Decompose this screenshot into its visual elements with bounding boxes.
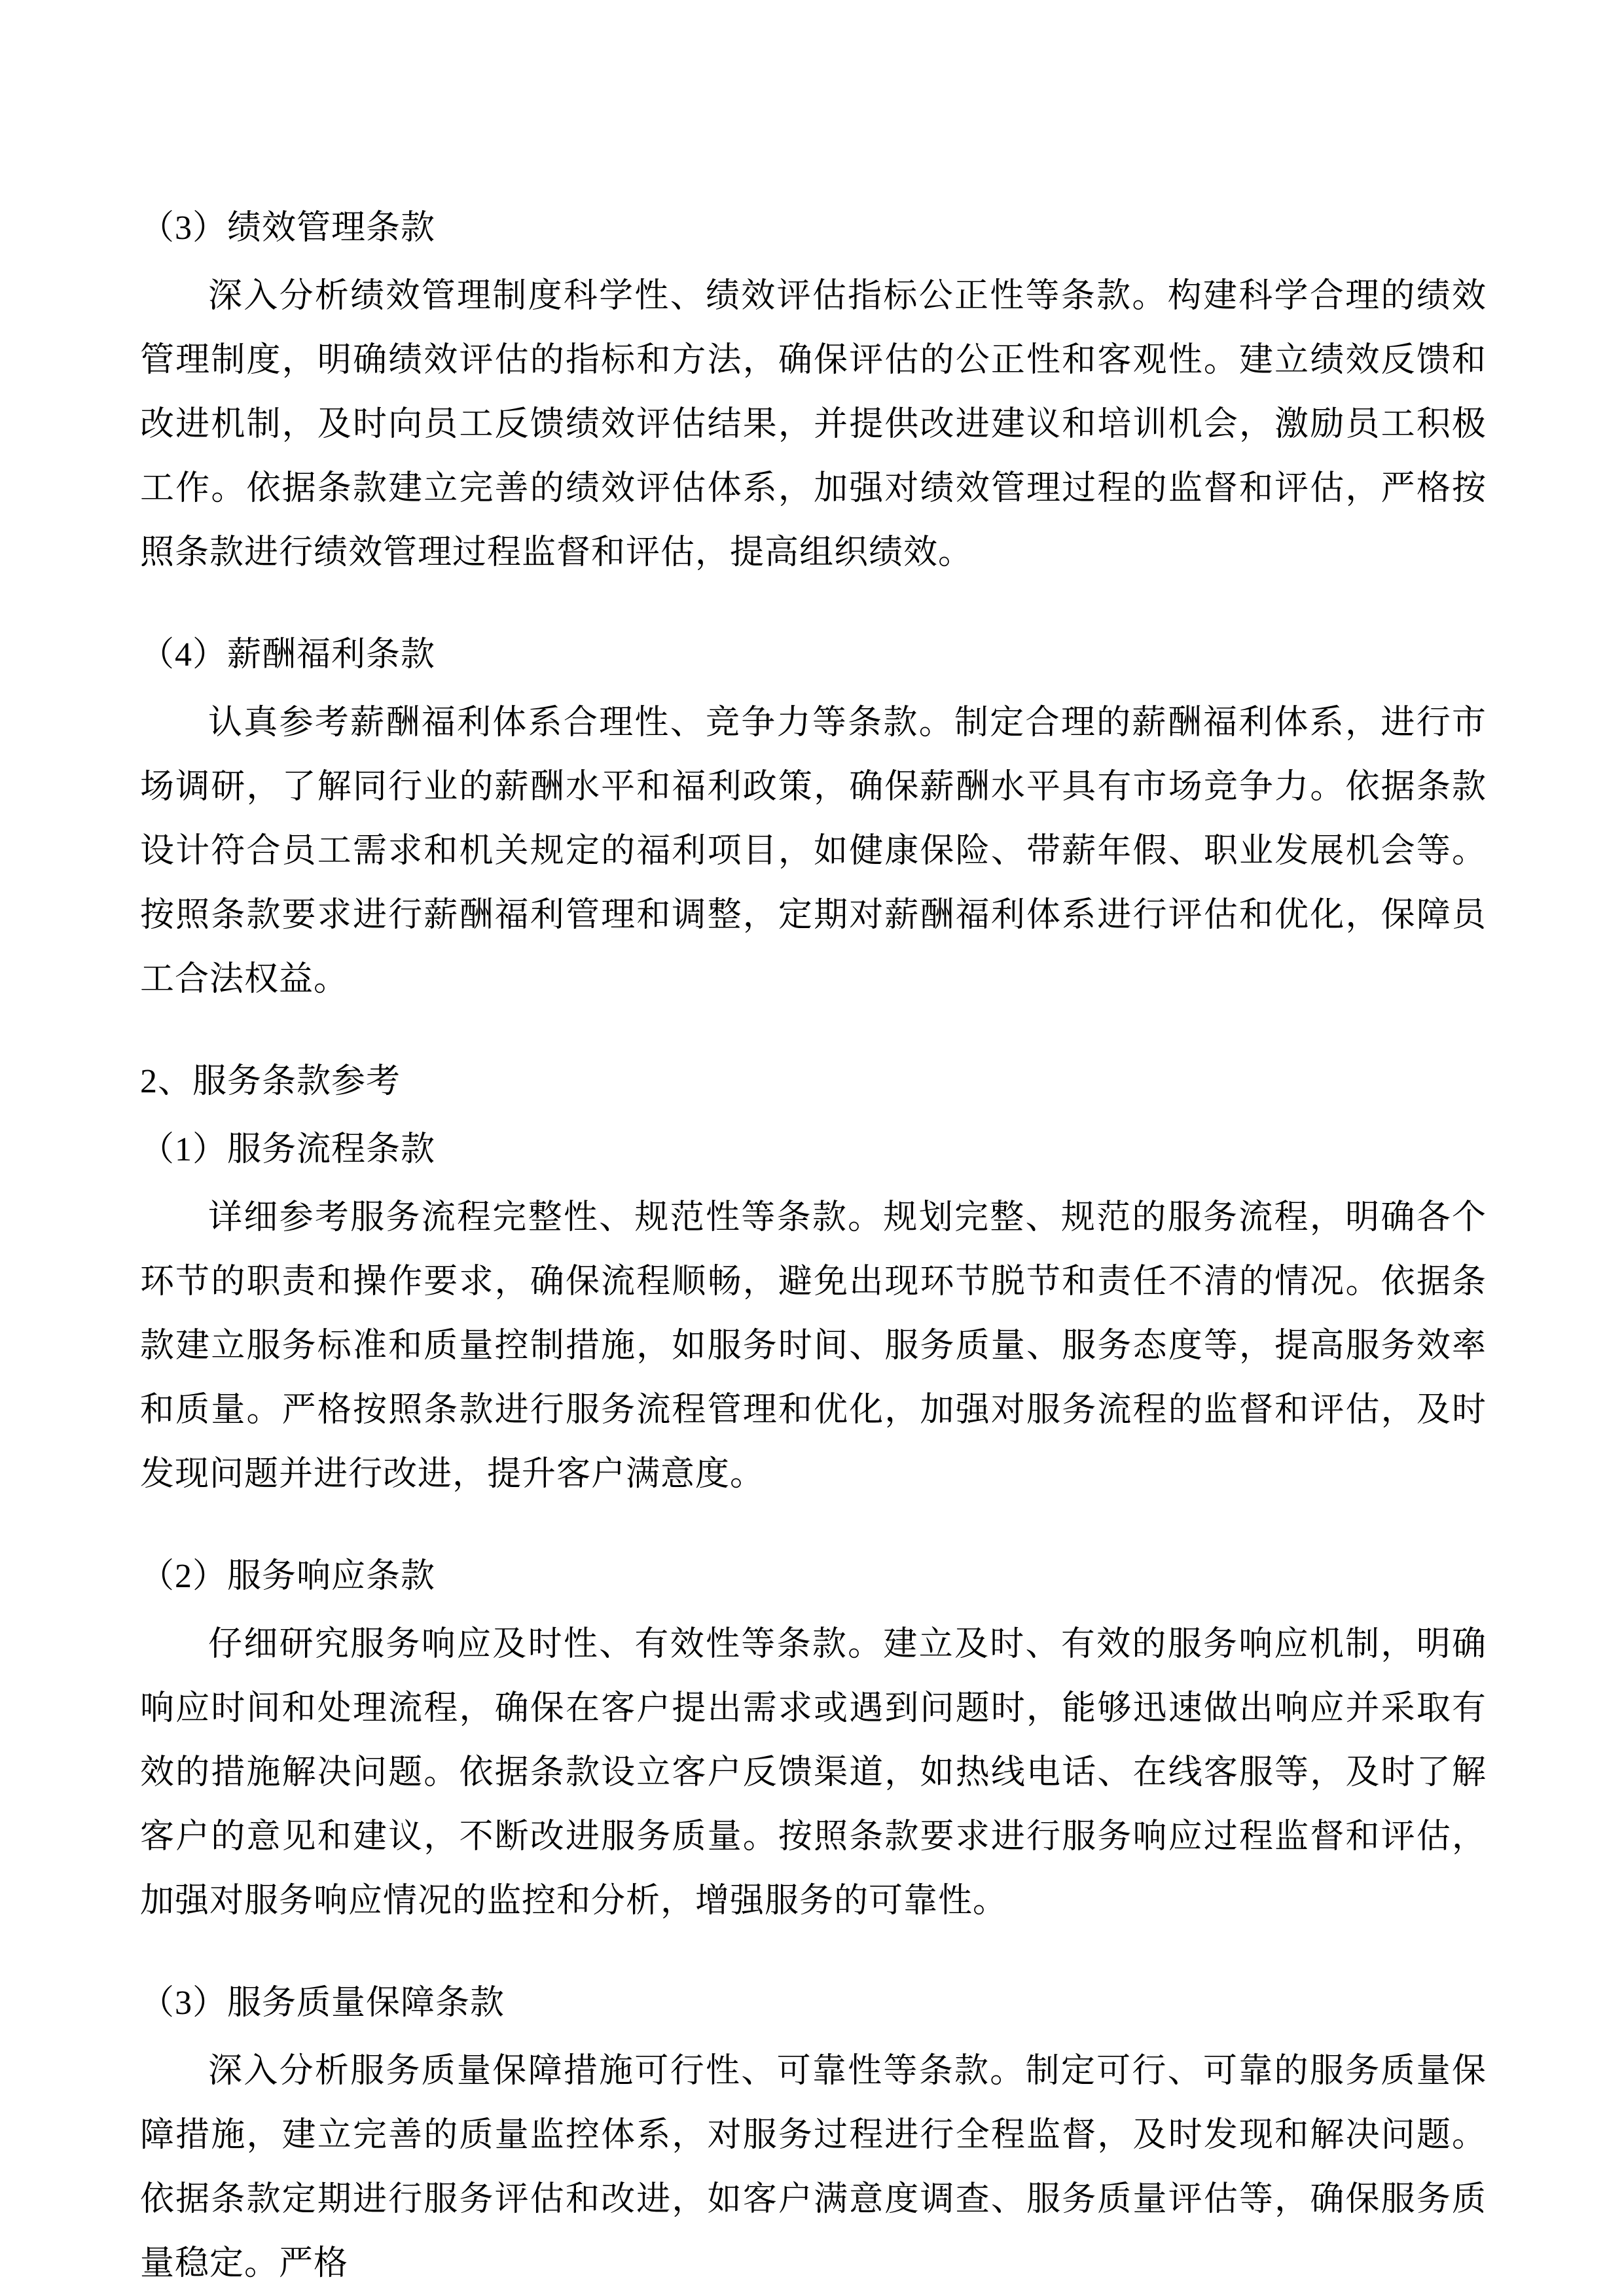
paragraph-service-response: 仔细研究服务响应及时性、有效性等条款。建立及时、有效的服务响应机制，明确响应时间和处理流程，确保在客户提出需求或遇到问题时，能够迅速做出响应并采取有效的措施解决问题。依据条款设立客户反馈渠道，如热线电话、在线客服等，及时了解客户的意见和建议，不断改进服务质量。按照条款要求进行服务响应过程监督和评估，加强对服务响应情况的监控和分析，增强服务的可靠性。 — [140, 1626, 1487, 1920]
heading-service-response-clause: （2）服务响应条款 — [140, 1558, 436, 1595]
heading-service-quality-assurance-clause: （3）服务质量保障条款 — [140, 1984, 505, 2022]
section-title-service-clauses: 2、服务条款参考 — [140, 1063, 401, 1100]
paragraph-service-quality-assurance: 深入分析服务质量保障措施可行性、可靠性等条款。制定可行、可靠的服务质量保障措施，建立完善的质量监控体系，对服务过程进行全程监督，及时发现和解决问题。依据条款定期进行服务评估和改进，如客户满意度调查、服务质量评估等，确保服务质量稳定。严格 — [140, 2053, 1487, 2282]
paragraph-service-process: 详细参考服务流程完整性、规范性等条款。规划完整、规范的服务流程，明确各个环节的职责和操作要求，确保流程顺畅，避免出现环节脱节和责任不清的情况。依据条款建立服务标准和质量控制措施，如服务时间、服务质量、服务态度等，提高服务效率和质量。严格按照条款进行服务流程管理和优化，加强对服务流程的监督和评估，及时发现问题并进行改进，提升客户满意度。 — [140, 1199, 1487, 1493]
paragraph-performance-management: 深入分析绩效管理制度科学性、绩效评估指标公正性等条款。构建科学合理的绩效管理制度，明确绩效评估的指标和方法，确保评估的公正性和客观性。建立绩效反馈和改进机制，及时向员工反馈绩效评估结果，并提供改进建议和培训机会，激励员工积极工作。依据条款建立完善的绩效评估体系，加强对绩效管理过程的监督和评估，严格按照条款进行绩效管理过程监督和评估，提高组织绩效。 — [140, 278, 1487, 571]
paragraph-salary-benefits: 认真参考薪酬福利体系合理性、竞争力等条款。制定合理的薪酬福利体系，进行市场调研，了解同行业的薪酬水平和福利政策，确保薪酬水平具有市场竞争力。依据条款设计符合员工需求和机关规定的福利项目，如健康保险、带薪年假、职业发展机会等。按照条款要求进行薪酬福利管理和调整，定期对薪酬福利体系进行评估和优化，保障员工合法权益。 — [140, 704, 1487, 998]
heading-performance-management-clause: （3）绩效管理条款 — [140, 209, 436, 247]
heading-salary-benefits-clause: （4）薪酬福利条款 — [140, 636, 436, 673]
heading-service-process-clause: （1）服务流程条款 — [140, 1131, 436, 1168]
document-content — [140, 196, 1487, 2296]
